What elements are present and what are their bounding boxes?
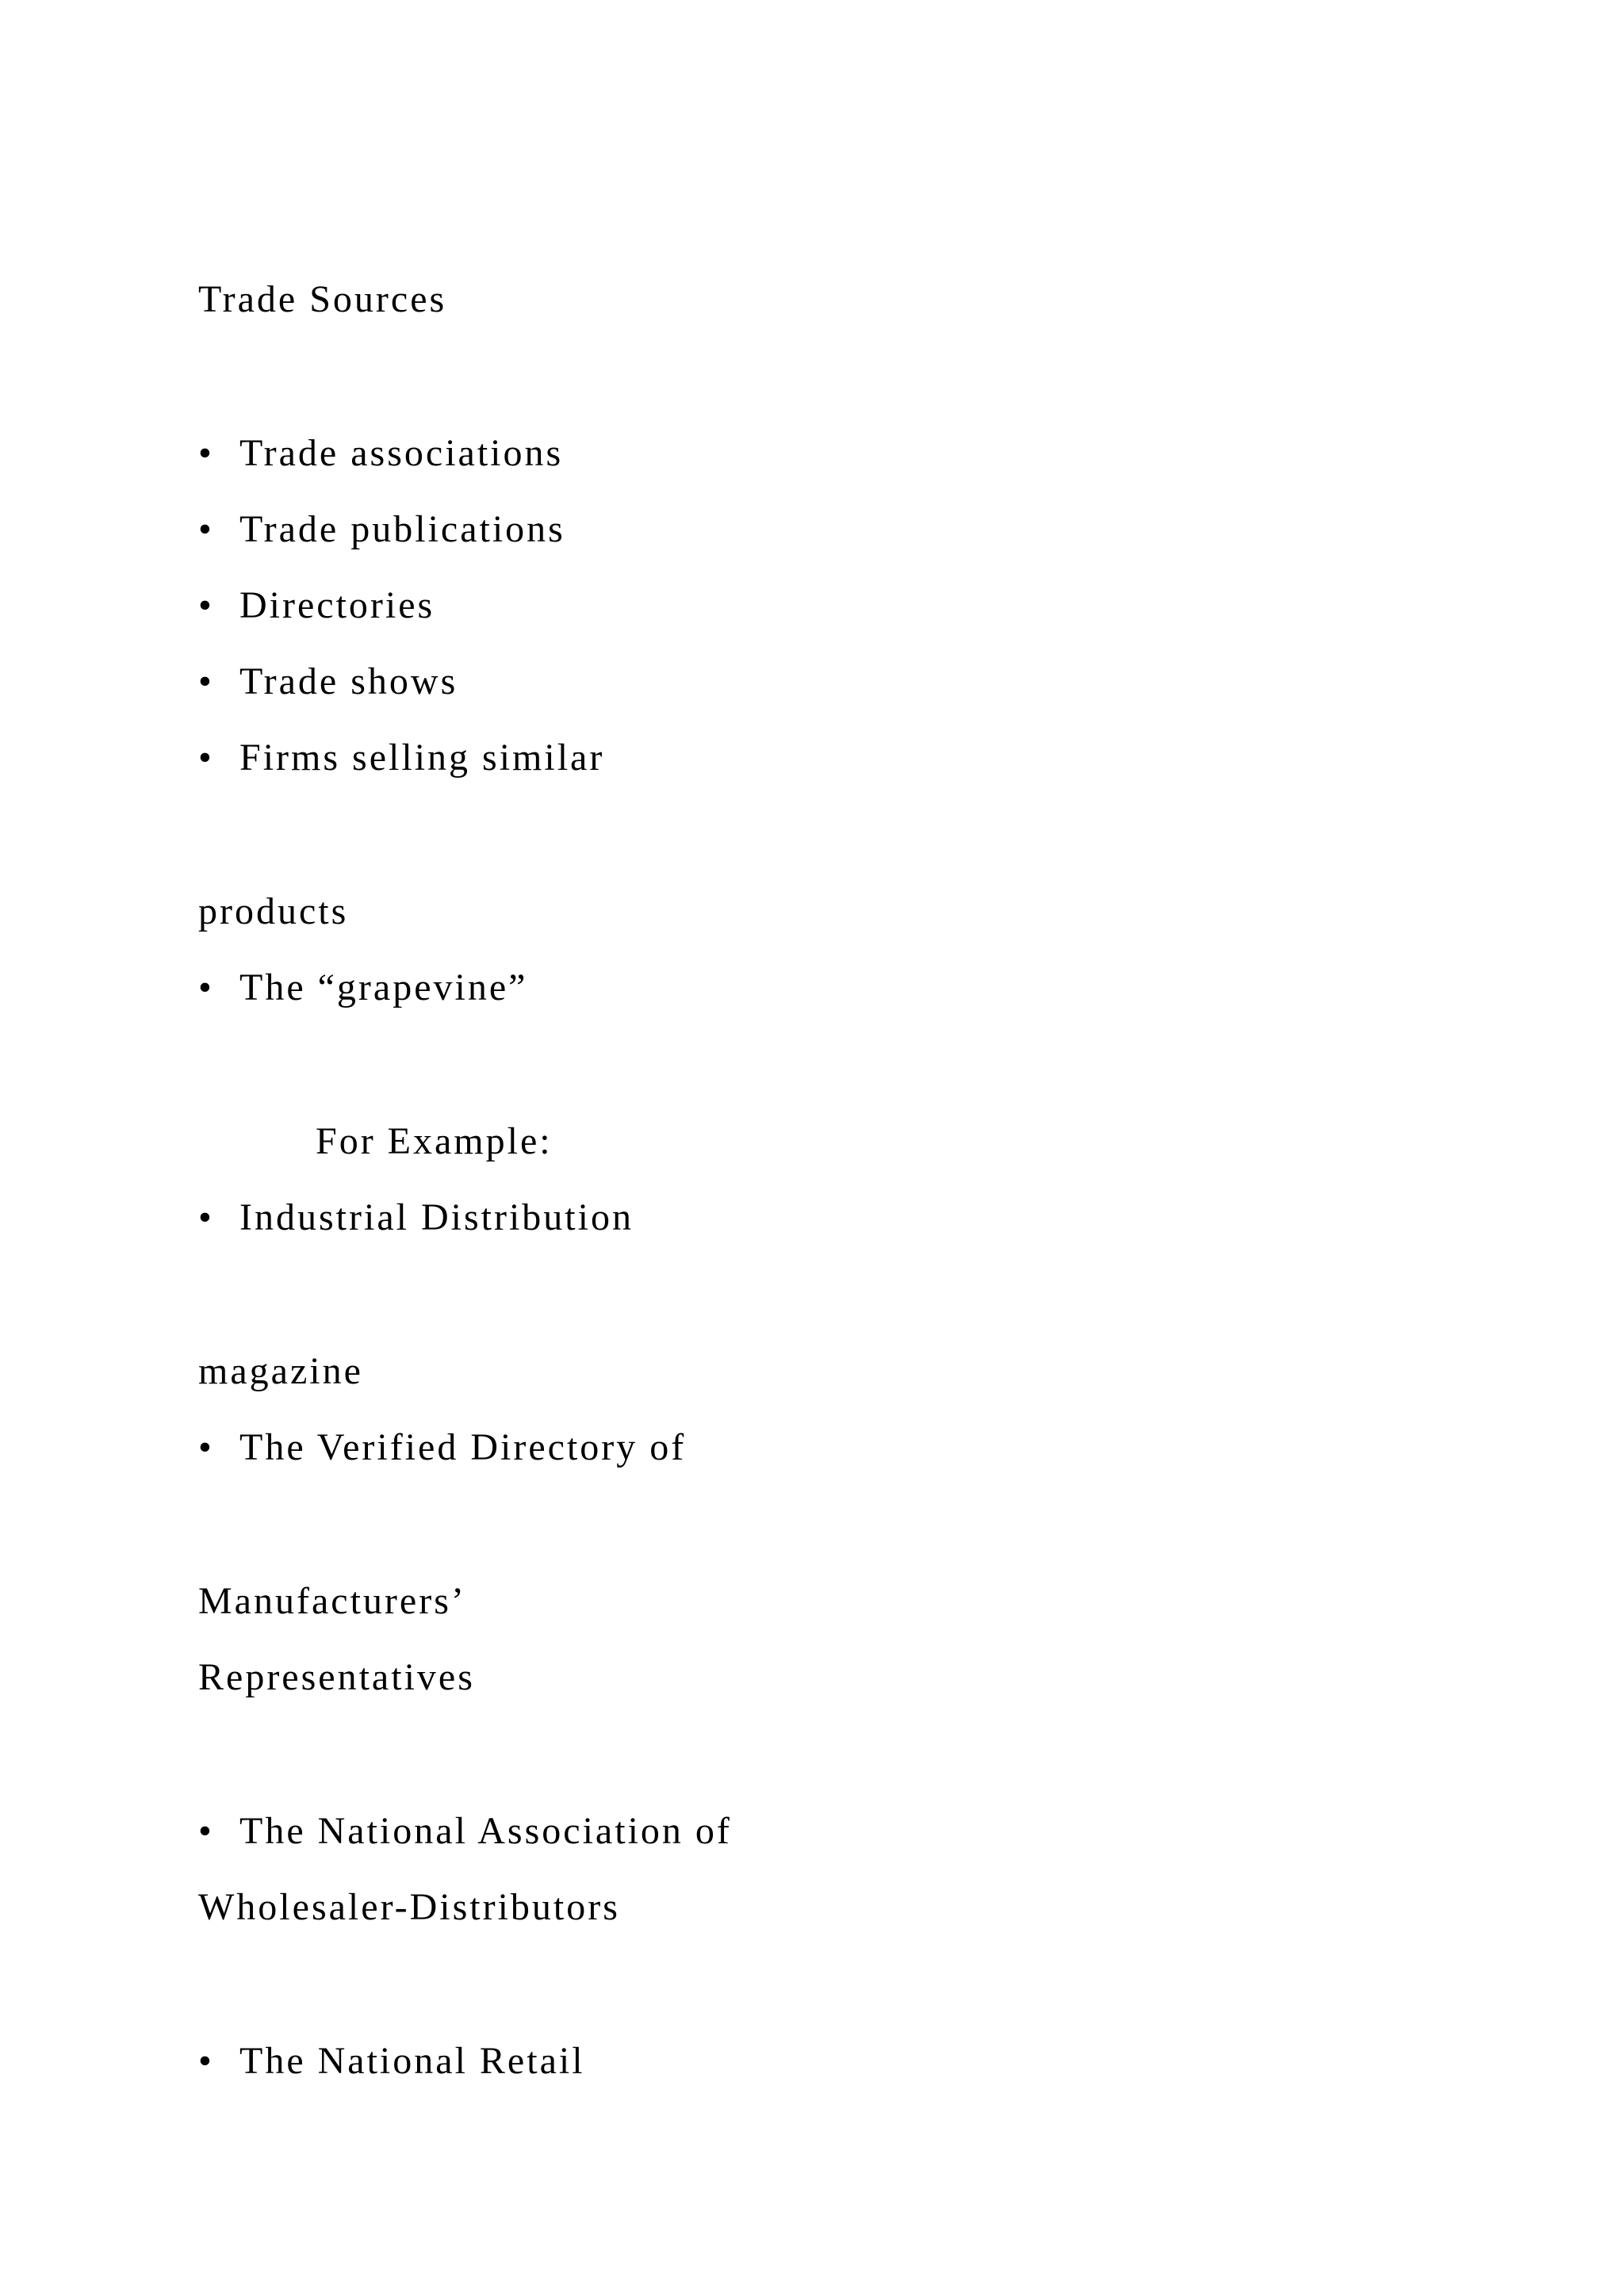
bullet-icon: • xyxy=(198,1810,214,1852)
list-item-text: The National Association of xyxy=(239,1810,732,1852)
list-item-text: Trade publications xyxy=(239,508,565,550)
bullet-icon: • xyxy=(198,584,214,626)
list-item xyxy=(198,506,565,553)
list-item-text: The Verified Directory of xyxy=(239,1426,687,1468)
bullet-icon: • xyxy=(198,1426,214,1468)
list-item xyxy=(198,964,527,1012)
bullet-icon: • xyxy=(198,432,214,474)
list-item xyxy=(198,1194,634,1242)
continuation-text: Representatives xyxy=(198,1656,475,1698)
continuation-text: magazine xyxy=(198,1350,363,1392)
list-item xyxy=(198,734,604,782)
list-item xyxy=(198,1808,732,1855)
page-heading: Trade Sources xyxy=(198,278,447,320)
list-item xyxy=(198,430,563,477)
example-heading: For Example: xyxy=(316,1120,553,1162)
bullet-icon: • xyxy=(198,508,214,550)
continuation-text: products xyxy=(198,890,349,932)
bullet-icon: • xyxy=(198,660,214,702)
bullet-icon: • xyxy=(198,2040,214,2082)
list-item xyxy=(198,2038,585,2085)
list-item-text: Directories xyxy=(239,584,435,626)
list-item-text: Trade associations xyxy=(239,432,564,474)
continuation-text: Wholesaler-Distributors xyxy=(198,1886,620,1928)
list-item-text: The “grapevine” xyxy=(239,966,528,1008)
bullet-icon: • xyxy=(198,966,214,1008)
list-item xyxy=(198,1424,686,1471)
continuation-text: Manufacturers’ xyxy=(198,1580,466,1622)
list-item-text: Industrial Distribution xyxy=(239,1196,634,1238)
bullet-icon: • xyxy=(198,1196,214,1238)
list-item xyxy=(198,582,435,629)
list-item-text: Trade shows xyxy=(239,660,458,702)
bullet-icon: • xyxy=(198,737,214,779)
list-item xyxy=(198,658,458,706)
list-item-text: Firms selling similar xyxy=(239,737,605,779)
list-item-text: The National Retail xyxy=(239,2040,585,2082)
